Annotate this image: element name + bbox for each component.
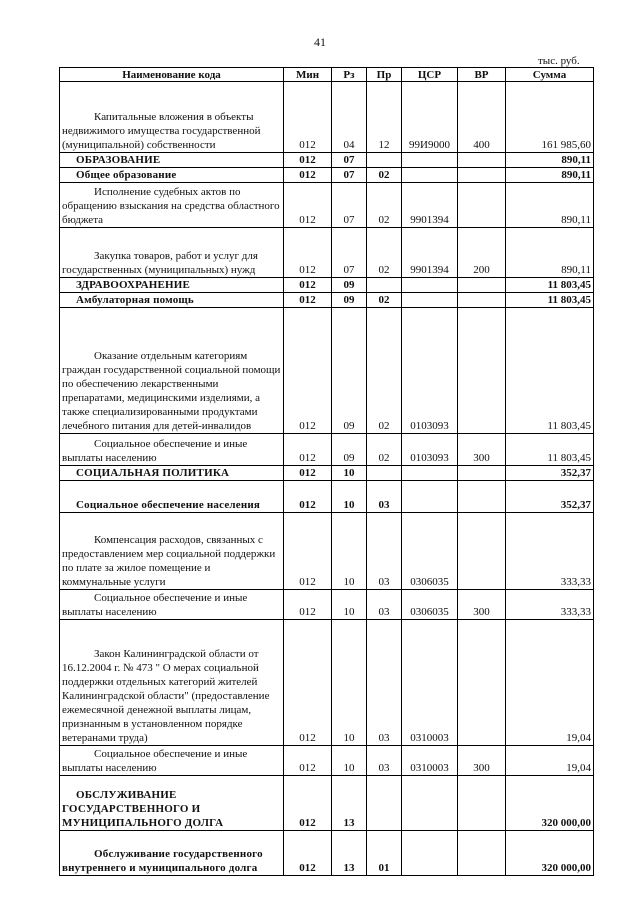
table-row: [60, 168, 594, 183]
cell-sum: 11 803,45: [506, 293, 594, 308]
cell-pr: 03: [367, 590, 402, 620]
cell-min: 012: [284, 168, 332, 183]
cell-vr: [458, 831, 506, 876]
cell-csr: [402, 278, 458, 293]
cell-pr: 02: [367, 228, 402, 278]
cell-vr: 200: [458, 228, 506, 278]
cell-min: 012: [284, 776, 332, 831]
cell-vr: 300: [458, 434, 506, 466]
cell-csr: 9901394: [402, 183, 458, 228]
units-label: тыс. руб.: [538, 55, 580, 67]
cell-name: ОБСЛУЖИВАНИЕ ГОСУДАРСТВЕННОГО И МУНИЦИПАЛЬНОГО ДОЛГА: [60, 776, 284, 831]
cell-name: Исполнение судебных актов по обращению взыскания на средства областного бюджета: [60, 183, 284, 228]
cell-name: Закон Калининградской области от 16.12.2004 г. № 473 " О мерах социальной поддержки отдельных категорий жителей Калининградской области" (предоставление ежемесячной денежной выплаты лицам, признанным в установленном порядке ветеранами труда): [60, 620, 284, 746]
cell-csr: 0310003: [402, 620, 458, 746]
cell-rz: 07: [332, 153, 367, 168]
cell-csr: 99И9000: [402, 82, 458, 153]
cell-rz: 10: [332, 466, 367, 481]
cell-pr: 03: [367, 513, 402, 590]
cell-min: 012: [284, 746, 332, 776]
cell-csr: 0306035: [402, 590, 458, 620]
cell-vr: [458, 293, 506, 308]
cell-rz: 10: [332, 481, 367, 513]
cell-min: 012: [284, 481, 332, 513]
cell-sum: 333,33: [506, 513, 594, 590]
cell-csr: [402, 776, 458, 831]
cell-vr: [458, 308, 506, 434]
cell-name: Амбулаторная помощь: [60, 293, 284, 308]
cell-name: Компенсация расходов, связанных с предоставлением мер социальной поддержки по плате за жилое помещение и коммунальные услуги: [60, 513, 284, 590]
cell-sum: 11 803,45: [506, 278, 594, 293]
table-row: [60, 776, 594, 831]
cell-pr: 02: [367, 434, 402, 466]
cell-csr: [402, 481, 458, 513]
cell-csr: [402, 168, 458, 183]
table-row: [60, 466, 594, 481]
cell-name: Социальное обеспечение и иные выплаты населению: [60, 590, 284, 620]
cell-pr: [367, 153, 402, 168]
cell-min: 012: [284, 183, 332, 228]
cell-rz: 13: [332, 776, 367, 831]
cell-sum: 320 000,00: [506, 831, 594, 876]
table-row: [60, 82, 594, 153]
table-row: [60, 183, 594, 228]
cell-pr: [367, 776, 402, 831]
cell-min: 012: [284, 513, 332, 590]
cell-vr: [458, 168, 506, 183]
header-name: Наименование кода: [60, 68, 284, 82]
cell-sum: 11 803,45: [506, 434, 594, 466]
cell-min: 012: [284, 590, 332, 620]
table-row: [60, 228, 594, 278]
cell-sum: 19,04: [506, 746, 594, 776]
table-row: [60, 620, 594, 746]
cell-rz: 13: [332, 831, 367, 876]
cell-pr: 02: [367, 308, 402, 434]
cell-rz: 09: [332, 434, 367, 466]
header-pr: Пр: [367, 68, 402, 82]
cell-vr: 300: [458, 590, 506, 620]
table-row: [60, 590, 594, 620]
cell-sum: 161 985,60: [506, 82, 594, 153]
cell-name: Социальное обеспечение населения: [60, 481, 284, 513]
cell-rz: 10: [332, 513, 367, 590]
cell-min: 012: [284, 278, 332, 293]
cell-csr: 0306035: [402, 513, 458, 590]
cell-sum: 333,33: [506, 590, 594, 620]
cell-name: Оказание отдельным категориям граждан государственной социальной помощи по обеспечению лекарственными препаратами, медицинскими изделиями, а также специализированными продуктами лечебного питания для детей-инвалидов: [60, 308, 284, 434]
table-row: [60, 293, 594, 308]
cell-min: 012: [284, 228, 332, 278]
cell-sum: 890,11: [506, 153, 594, 168]
cell-rz: 07: [332, 228, 367, 278]
header-vr: ВР: [458, 68, 506, 82]
table-header-row: [60, 68, 594, 82]
cell-vr: [458, 481, 506, 513]
cell-vr: [458, 776, 506, 831]
cell-name: Закупка товаров, работ и услуг для государственных (муниципальных) нужд: [60, 228, 284, 278]
cell-csr: [402, 466, 458, 481]
table-row: [60, 278, 594, 293]
cell-rz: 10: [332, 620, 367, 746]
cell-vr: [458, 466, 506, 481]
cell-vr: [458, 183, 506, 228]
page-number: 41: [314, 35, 326, 49]
cell-rz: 10: [332, 746, 367, 776]
cell-sum: 890,11: [506, 168, 594, 183]
cell-csr: [402, 153, 458, 168]
cell-rz: 07: [332, 168, 367, 183]
cell-min: 012: [284, 308, 332, 434]
cell-vr: 300: [458, 746, 506, 776]
cell-name: Капитальные вложения в объекты недвижимого имущества государственной (муниципальной) собственности: [60, 82, 284, 153]
table-row: [60, 434, 594, 466]
budget-table: [59, 67, 594, 876]
cell-pr: 02: [367, 168, 402, 183]
cell-csr: [402, 293, 458, 308]
cell-pr: 02: [367, 183, 402, 228]
cell-rz: 09: [332, 308, 367, 434]
cell-min: 012: [284, 82, 332, 153]
cell-pr: 01: [367, 831, 402, 876]
cell-min: 012: [284, 153, 332, 168]
table-row: [60, 831, 594, 876]
cell-rz: 10: [332, 590, 367, 620]
cell-sum: 11 803,45: [506, 308, 594, 434]
header-min: Мин: [284, 68, 332, 82]
cell-rz: 04: [332, 82, 367, 153]
cell-pr: 12: [367, 82, 402, 153]
cell-vr: [458, 620, 506, 746]
cell-pr: 03: [367, 481, 402, 513]
cell-sum: 320 000,00: [506, 776, 594, 831]
cell-csr: 0103093: [402, 434, 458, 466]
header-csr: ЦСР: [402, 68, 458, 82]
table-row: [60, 308, 594, 434]
cell-sum: 890,11: [506, 228, 594, 278]
cell-pr: 02: [367, 293, 402, 308]
cell-name: Социальное обеспечение и иные выплаты населению: [60, 746, 284, 776]
cell-min: 012: [284, 620, 332, 746]
cell-name: СОЦИАЛЬНАЯ ПОЛИТИКА: [60, 466, 284, 481]
cell-pr: [367, 278, 402, 293]
cell-vr: [458, 278, 506, 293]
cell-rz: 07: [332, 183, 367, 228]
cell-pr: [367, 466, 402, 481]
cell-vr: [458, 513, 506, 590]
cell-min: 012: [284, 831, 332, 876]
header-sum: Сумма: [506, 68, 594, 82]
cell-pr: 03: [367, 620, 402, 746]
cell-name: ОБРАЗОВАНИЕ: [60, 153, 284, 168]
table-row: [60, 481, 594, 513]
cell-rz: 09: [332, 278, 367, 293]
cell-name: ЗДРАВООХРАНЕНИЕ: [60, 278, 284, 293]
cell-name: Общее образование: [60, 168, 284, 183]
cell-min: 012: [284, 466, 332, 481]
cell-sum: 19,04: [506, 620, 594, 746]
table-row: [60, 153, 594, 168]
cell-name: Социальное обеспечение и иные выплаты населению: [60, 434, 284, 466]
cell-sum: 352,37: [506, 466, 594, 481]
cell-sum: 352,37: [506, 481, 594, 513]
table-row: [60, 513, 594, 590]
cell-pr: 03: [367, 746, 402, 776]
header-rz: Рз: [332, 68, 367, 82]
cell-csr: 9901394: [402, 228, 458, 278]
cell-rz: 09: [332, 293, 367, 308]
cell-csr: [402, 831, 458, 876]
cell-vr: [458, 153, 506, 168]
cell-vr: 400: [458, 82, 506, 153]
table-row: [60, 746, 594, 776]
cell-min: 012: [284, 293, 332, 308]
cell-sum: 890,11: [506, 183, 594, 228]
cell-csr: 0103093: [402, 308, 458, 434]
cell-csr: 0310003: [402, 746, 458, 776]
cell-name: Обслуживание государственного внутреннего и муниципального долга: [60, 831, 284, 876]
cell-min: 012: [284, 434, 332, 466]
